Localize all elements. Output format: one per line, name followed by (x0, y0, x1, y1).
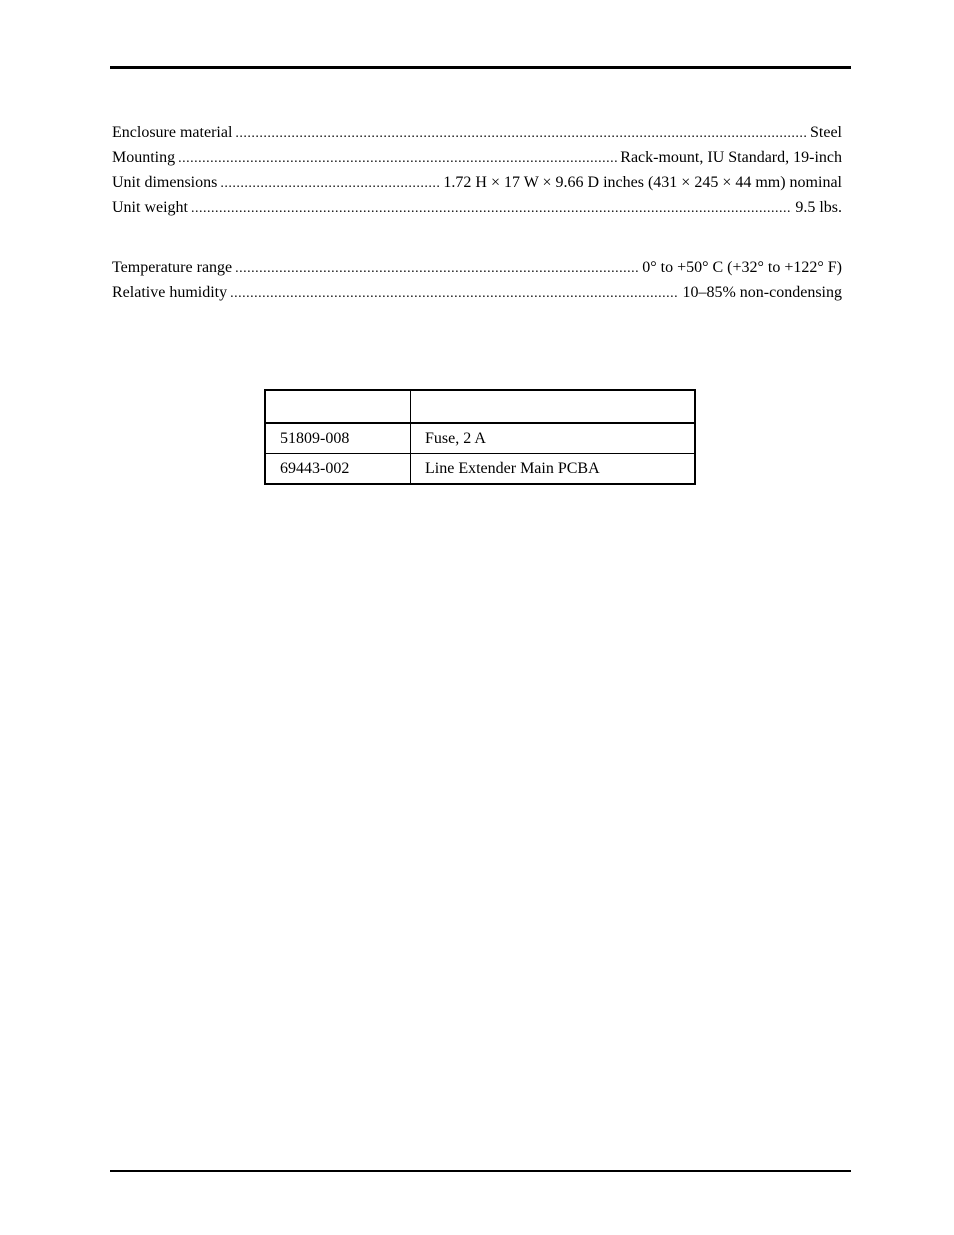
environmental-specifications (112, 257, 842, 307)
footer-rule (110, 1170, 851, 1172)
spec-label: Unit dimensions (112, 174, 218, 191)
column-header-part-number (265, 390, 411, 423)
dot-leader (230, 283, 679, 305)
spec-line-mounting (112, 147, 842, 172)
spec-value: 9.5 lbs. (795, 199, 842, 216)
dot-leader (191, 198, 792, 220)
part-number-cell: 69443-002 (265, 454, 411, 485)
dot-leader (220, 173, 440, 195)
header-rule (110, 66, 851, 69)
dot-leader (235, 258, 639, 280)
part-number-cell: 51809-008 (265, 423, 411, 454)
spec-line-relative-humidity (112, 282, 842, 307)
dot-leader (235, 123, 807, 145)
spec-line-unit-weight (112, 197, 842, 222)
dot-leader (178, 148, 617, 170)
table-header-row (265, 390, 695, 423)
column-header-description (411, 390, 696, 423)
spec-value: Rack-mount, IU Standard, 19-inch (620, 149, 842, 166)
spec-line-enclosure-material (112, 122, 842, 147)
replacement-parts-table (264, 389, 696, 485)
description-cell: Line Extender Main PCBA (411, 454, 696, 485)
spec-label: Enclosure material (112, 124, 233, 141)
spec-label: Relative humidity (112, 284, 228, 301)
spec-label: Mounting (112, 149, 176, 166)
description-cell: Fuse, 2 A (411, 423, 696, 454)
spec-value: 1.72 H × 17 W × 9.66 D inches (431 × 245 × 44 mm) nominal (443, 174, 842, 191)
spec-label: Unit weight (112, 199, 188, 216)
spec-line-unit-dimensions (112, 172, 842, 197)
spec-line-temperature-range (112, 257, 842, 282)
physical-specifications (112, 122, 842, 222)
spec-label: Temperature range (112, 259, 233, 276)
table-row (265, 454, 695, 485)
spec-value: 10–85% non-condensing (682, 284, 842, 301)
spec-value: 0° to +50° C (+32° to +122° F) (642, 259, 842, 276)
table-row (265, 423, 695, 454)
spec-value: Steel (810, 124, 842, 141)
